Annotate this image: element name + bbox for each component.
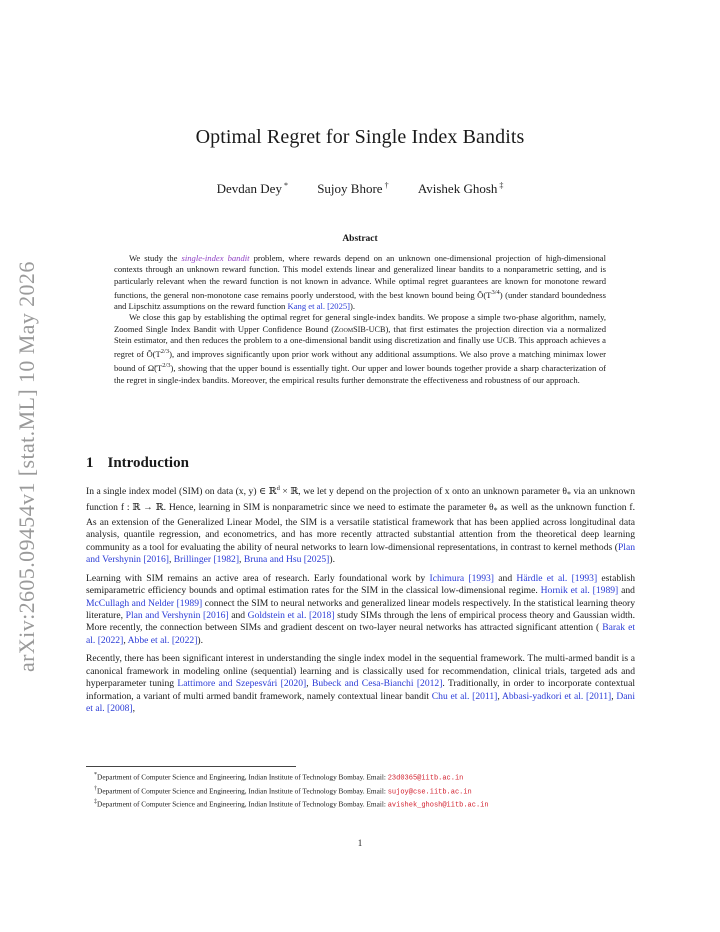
- author-list: [0, 181, 720, 197]
- footnotes: [86, 770, 489, 811]
- email-link[interactable]: sujoy@cse.iitb.ac.in: [387, 788, 472, 797]
- page-number: 1: [357, 838, 363, 848]
- body-text: [86, 483, 635, 722]
- citation-link[interactable]: Dani et al. [2008]: [86, 690, 635, 715]
- citation-link[interactable]: Bruna and Hsu [2025]: [243, 554, 330, 566]
- section-heading: 1 Introduction: [86, 455, 189, 471]
- author: Devdan Dey *: [216, 181, 288, 196]
- paper-title: Optimal Regret for Single Index Bandits: [195, 126, 525, 148]
- citation-link[interactable]: Brillinger [1982]: [173, 554, 240, 566]
- citation-link[interactable]: Kang et al. [2025]: [287, 301, 351, 312]
- citation-link[interactable]: Bubeck and Cesa-Bianchi [2012]: [311, 678, 443, 690]
- citation-link[interactable]: Lattimore and Szepesvári [2020]: [177, 678, 307, 690]
- citation-link[interactable]: Plan and Vershynin [2016]: [86, 541, 635, 566]
- abstract-paragraph: We close this gap by establishing the optimal regret for general single-index bandits. We propose a simple two-phase algorithm, namely, Zoomed Single Index Bandit with Upper Confidence Bound (ZoomSIB-UCB), that first estimates the projection direction via a normalized Stein estimator, and then reduces the problem to a one-dimensional bandit using discretization and finally use UCB. This approach achieves a regret of $Õ(T^{2/3})$, and improves significantly upon prior work without any additional assumptions. We also prove a matching minimax lower bound of $\Omegã(T^{2/3})$, showing that the upper bound is essentially tight. Our upper and lower bounds together provide a sharp characterization of the regret in single-index bandits. Moreover, the empirical results further demonstrate the effectiveness and robustness of our approach.: [114, 312, 606, 385]
- footnote: †Department of Computer Science and Engineering, Indian Institute of Technology Bombay. Email: sujoy@cse.iitb.ac.in: [94, 785, 472, 797]
- citation-link[interactable]: Plan and Vershynin [2016]: [125, 609, 229, 621]
- citation-link[interactable]: Ichimura [1993]: [429, 572, 494, 584]
- body-paragraph: In a single index model (SIM) on data (x, y) ∈ ℝ$^d$ × ℝ, we let y depend on the projection of x onto an unknown parameter $\theta_*$ via an unknown function f : ℝ → ℝ. Hence, learning in SIM is nonparametric since we need to estimate the parameter $\theta_*$ as well as the unknown function f. As an extension of the Generalized Linear Model, the SIM is a versatile statistical framework that has been applied across longitudinal data analysis, quantile regression, and econometrics, and has more recently attracted substantial attention from the theoretical deep learning community as a tool for evaluating the ability of neural networks to learn low-dimensional representations, in contrast to kernel methods (Plan and Vershynin [2016], Brillinger [1982], Bruna and Hsu [2025]).: [86, 485, 635, 566]
- citation-link[interactable]: Goldstein et al. [2018]: [247, 609, 335, 621]
- author: Sujoy Bhore †: [317, 181, 389, 196]
- citation-link[interactable]: Chu et al. [2011]: [431, 690, 498, 702]
- author: Avishek Ghosh ‡: [417, 181, 504, 196]
- citation-link[interactable]: McCullagh and Nelder [1989]: [86, 597, 203, 609]
- footnote-rule: [86, 766, 296, 767]
- citation-link[interactable]: Abbe et al. [2022]: [127, 634, 198, 646]
- algorithm-name: ZoomSIB-UCB: [334, 324, 386, 334]
- abstract-heading: Abstract: [342, 234, 378, 244]
- citation-link[interactable]: Hornik et al. [1989]: [540, 585, 619, 597]
- email-link[interactable]: 23d0365@iitb.ac.in: [387, 774, 464, 783]
- citation-link[interactable]: Härdle et al. [1993]: [516, 572, 598, 584]
- footnote: *Department of Computer Science and Engineering, Indian Institute of Technology Bombay. Email: 23d0365@iitb.ac.in: [94, 772, 464, 783]
- abstract-paragraph: We study the single-index bandit problem, where rewards depend on an unknown one-dimensional projection of high-dimensional contexts through an unknown reward function. This model extends linear and generalized linear bandits to a nonparametric setting, and is particularly relevant when the reward function is not known in advance. While optimal regret guarantees are known for monotone reward functions, the general non-monotone case remains poorly understood, with the best known bound being $Õ(T^{3/4})$ (under standard boundedness and Lipschitz assumptions on the reward function Kang et al. [2025]).: [114, 253, 606, 312]
- citation-link[interactable]: Abbasi-yadkori et al. [2011]: [501, 690, 612, 702]
- arxiv-stamp: arXiv:2605.09454v1 [stat.ML] 10 May 2026: [14, 261, 39, 672]
- abstract: [114, 253, 606, 386]
- body-paragraph: Learning with SIM remains an active area of research. Early foundational work by Ichimura [1993] and Härdle et al. [1993] establish semiparametric efficiency bounds and optimal estimation rates for the SIM in the classical low-dimensional regime. Hornik et al. [1989] and McCullagh and Nelder [1989] connect the SIM to neural networks and generalized linear models respectively. In the statistical learning theory literature, Plan and Vershynin [2016] and Goldstein et al. [2018] study SIMs through the lens of empirical process theory and Gaussian width. More recently, the connection between SIMs and gradient descent on two-layer neural networks has attracted significant attention ( Barak et al. [2022], Abbe et al. [2022]).: [86, 572, 636, 646]
- citation-link[interactable]: Barak et al. [2022]: [86, 622, 635, 646]
- highlighted-term: single-index bandit: [181, 253, 250, 263]
- body-paragraph: Recently, there has been significant interest in understanding the single index model in the sequential framework. The multi-armed bandit is a canonical framework in modeling online (sequential) learning and is classically used for recommendation, clinical trials, targeted ads and hyperparameter tuning Lattimore and Szepesvári [2020], Bubeck and Cesa-Bianchi [2012]. Traditionally, in order to incorporate contextual information, a variant of multi armed bandit framework, namely contextual linear bandit Chu et al. [2011], Abbasi-yadkori et al. [2011], Dani et al. [2008],: [86, 653, 635, 715]
- footnote: ‡Department of Computer Science and Engineering, Indian Institute of Technology Bombay. Email: avishek_ghosh@iitb.ac.in: [94, 799, 489, 810]
- email-link[interactable]: avishek_ghosh@iitb.ac.in: [387, 801, 489, 810]
